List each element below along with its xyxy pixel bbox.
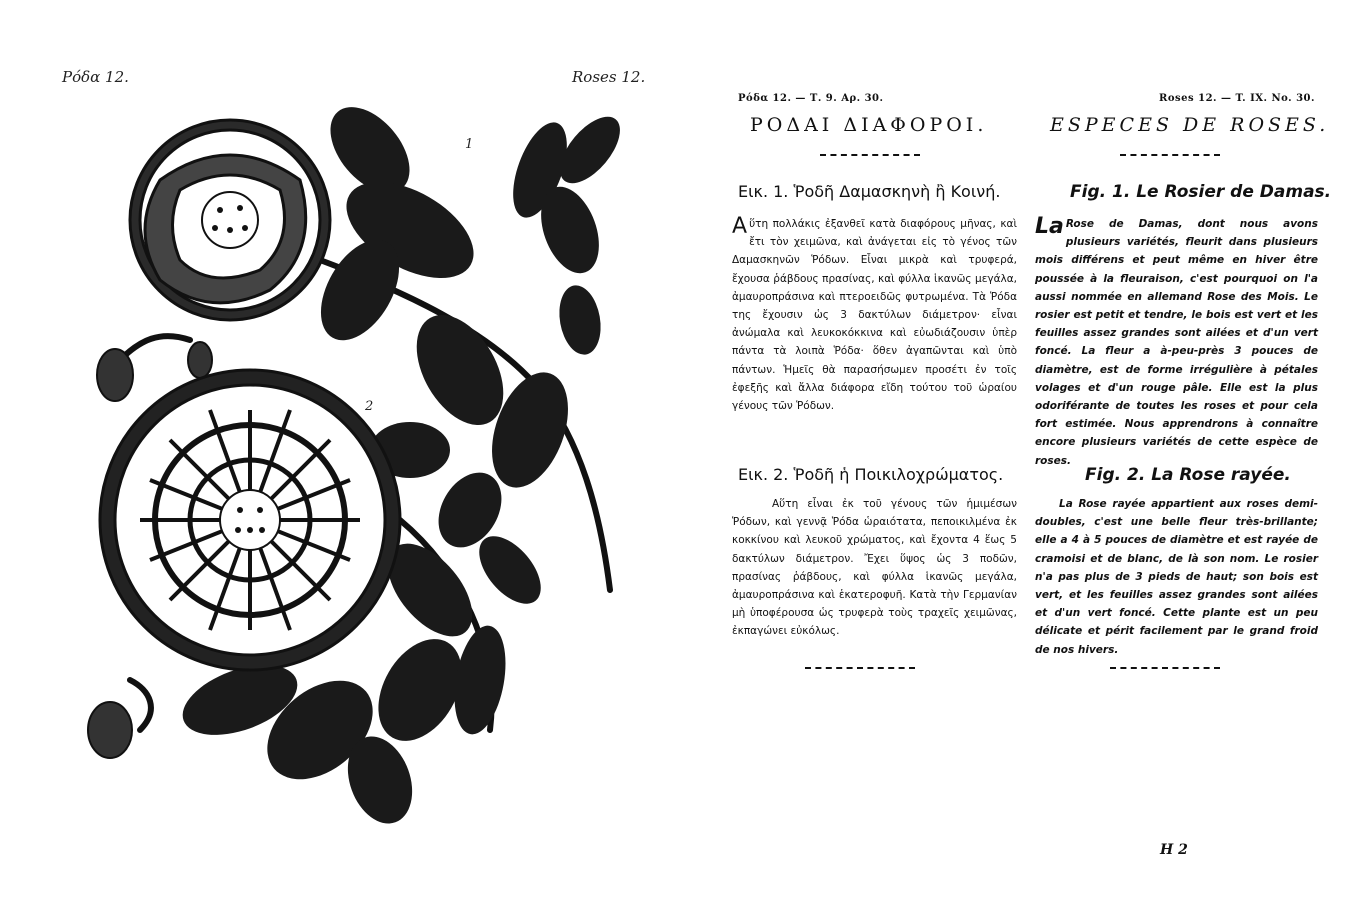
dropcap-greek: Α — [732, 214, 748, 239]
figure-number-2: 2 — [365, 399, 374, 414]
figure-2-heading-french: Fig. 2. La Rose rayée. — [1085, 465, 1291, 485]
title-rule-right — [1120, 154, 1220, 156]
figure-number-1: 1 — [465, 137, 474, 152]
figure-2-text-french: La Rose rayée appartient aux roses demi-doubles, c'est une belle fleur très-brillante; elle a 4 à 5 pouces de diamètre et est rayée de cramoisi et de blanc, de là son nom. Le rosier n'a pas plus de 3 pieds de haut; son bois est vert, et les feuilles assez grandes sont ailées et d'un vert foncé. Cette plante est un peu délicate et périt facilement par le grand froid de nos hivers. — [1035, 498, 1318, 656]
figure-1-heading-french: Fig. 1. Le Rosier de Damas. — [1070, 182, 1332, 202]
rose-1 — [130, 120, 330, 320]
figure-2-text-greek: Αὕτη εἶναι ἐκ τοῦ γένους τῶν ἡμιμέσων Ῥόδων, καὶ γεννᾷ Ῥόδα ὡραιότατα, πεποικιλμένα ἐκ κοκκίνου καὶ λευκοῦ χρώματος, καὶ ἔχοντα 4 ἕως 5 δακτύλων διάμετρον. Ἔχει ὕψος ὡς 3 ποδῶν, πρασίνας ῥάβδους, καὶ φύλλα ἱκανῶς μεγάλα, ἀμαυροπράσινα καὶ ἑκατεροφυῆ. Κατὰ τὴν Γερμανίαν μὴ ὑποφέρουσα ὡς τρυφερὰ τοὺς τραχεῖς χειμῶνας, ἐκπαγώνει εὐκόλως. — [732, 498, 1017, 638]
figure-1-text-greek: Αὕτη πολλάκις ἐξανθεῖ κατὰ διαφόρους μῆνας, καὶ ἔτι τὸν χειμῶνα, καὶ ἀνάγεται εἰς τὸ γένος τῶν Δαμασκηνῶν Ῥόδων. Εἶναι μικρὰ καὶ τρυφερά, ἔχουσα ῥάβδους πρασίνας, καὶ φύλλα ἱκανῶς μεγάλα, ἀμαυροπράσινα καὶ πτεροειδῶς φυτρωμένα. Τὰ Ῥόδα της ἔχουσιν ὡς 3 δακτύλων διάμετρον· εἶναι ἀνώμαλα καὶ λευκοκόκκινα καὶ εὐωδιάζουσιν ὑπὲρ πάντα τὰ λοιπὰ Ῥόδα· ὅθεν ἀγαπῶνται καὶ ὑπὸ πάντων. Ἡμεῖς θὰ παρασήσωμεν προσέτι ἐν τοῖς ἐφεξῆς καὶ ἄλλα διάφορα εἴδη τούτου τοῦ ὡραίου γένους τῶν Ῥόδων. — [732, 214, 1017, 413]
dropcap-french: La — [1035, 214, 1064, 239]
title-rule-left — [820, 154, 920, 156]
page-folio: H 2 — [1160, 842, 1188, 858]
running-head-french: Roses 12. — T. IX. No. 30. — [1159, 93, 1315, 104]
figure-1-text-french: La Rose de Damas, dont nous avons plusieurs variétés, fleurit dans plusieurs mois différens et peut même en hiver être poussée à la fleuraison, c'est pourquoi on l'a aussi nommée en allemand Rose des Mois. Le rosier est petit et tendre, le bois est vert et les feuilles assez grandes sont ailées et d'un vert foncé. La fleur a à-peu-près 3 pouces de diamètre, est de forme irrégulière à pétales volages et d'un rouge pâle. Elle est la plus odoriférante de toutes les roses et pour cela fort estimée. Nous apprendrons à connaître encore plusieurs variétés de cette espèce de roses. — [1035, 214, 1318, 467]
figure-1-heading-greek: Εικ. 1. Ῥοδῆ Δαμασκηνὴ ἢ Κοινή. — [738, 182, 1001, 201]
running-head-greek: Ρόδα 12. — Τ. 9. Αρ. 30. — [738, 93, 884, 104]
text-page — [690, 0, 1365, 904]
figure-2-heading-greek: Εικ. 2. Ῥοδῆ ἡ Ποικιλοχρώματος. — [738, 465, 1004, 484]
rose-2 — [100, 370, 400, 670]
rose-illustration — [70, 90, 660, 830]
title-greek: ΡΟΔΑΙ ΔΙΑΦΟΡΟΙ. — [750, 114, 988, 136]
plate-label-french: Roses 12. — [572, 68, 646, 86]
closing-rule-left — [805, 667, 915, 669]
closing-rule-right — [1110, 667, 1220, 669]
title-french: ESPECES DE ROSES. — [1050, 114, 1330, 136]
plate-label-greek: Ρόδα 12. — [62, 68, 129, 86]
